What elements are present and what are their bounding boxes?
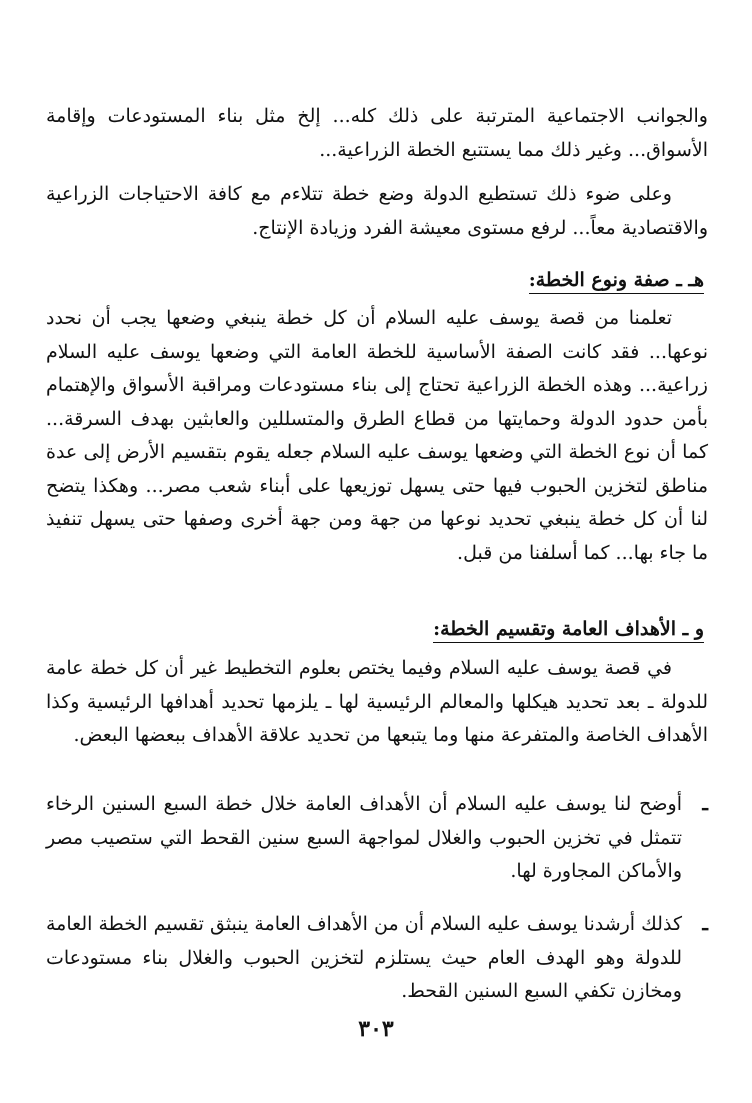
section-letter-w: و ـ [682,618,704,640]
bullet-dash: ـ [702,793,708,815]
bullet-item-plan-division [46,908,708,1009]
paragraph-general-goals: في قصة يوسف عليه السلام وفيما يختص بعلوم التخطيط غير أن كل خطة عامة للدولة ـ بعد تحديد هيكلها والمعالم الرئيسية لها ـ يلزمها تحديد أهدافها الرئيسية وكذا الأهداف الخاصة والمتفرعة منها وما يتبعها من تحديد علاقة الأهداف ببعضها البعض. [46,657,708,746]
paragraph-intro-continuation: والجوانب الاجتماعية المترتبة على ذلك كله... إلخ مثل بناء المستودعات وإقامة الأسواق... وغير ذلك مما يستتبع الخطة الزراعية... [46,105,708,161]
bullet-dash: ـ [702,913,708,935]
section-heading-plan-type [529,263,704,297]
section-letter-e: هـ ـ [676,269,704,291]
section-heading-plan-type-underline [529,269,704,294]
bullet-text-plan-division: كذلك أرشدنا يوسف عليه السلام أن من الأهداف العامة ينبثق تقسيم الخطة العامة للدولة وهو الهدف العام حيث يستلزم لتخزين الحبوب والغلال بناء مستودعات ومخازن تكفي السبع السنين القحط. [46,913,682,1002]
bullet-item-storage-goal [46,788,708,889]
section-heading-general-goals [433,612,704,646]
section-title-plan-type: صفة ونوع الخطة: [528,269,670,291]
section-title-general-goals: الأهداف العامة وتقسيم الخطة: [433,618,677,640]
page-number: ٣٠٣ [358,1016,394,1042]
section-heading-general-goals-underline [433,618,704,643]
paragraph-plan-type: تعلمنا من قصة يوسف عليه السلام أن كل خطة ينبغي وضعها يجب أن نحدد نوعها... فقد كانت الصفة الأساسية للخطة العامة التي وضعها يوسف عليه السلام زراعية... وهذه الخطة الزراعية تحتاج إلى بناء مستودعات ومراقبة الأسواق والإهتمام بأمن حدود الدولة وحمايتها من قطاع الطرق والمتسللين والعابثين بهدف السرقة... كما أن نوع الخطة التي وضعها يوسف عليه السلام جعله يقوم بتقسيم الأرض إلى عدة مناطق لتخزين الحبوب فيها حتى يسهل توزيعها على أبناء شعب مصر... وهكذا يتضح لنا أن كل خطة ينبغي تحديد نوعها من جهة ومن جهة أخرى وصفها حتى يسهل تنفيذ ما جاء بها... كما أسلفنا من قبل. [46,307,708,564]
paragraph-state-plan: وعلى ضوء ذلك تستطيع الدولة وضع خطة تتلاءم مع كافة الاحتياجات الزراعية والاقتصادية معاً... لرفع مستوى معيشة الفرد وزيادة الإنتاج. [46,183,708,239]
bullet-text-storage-goal: أوضح لنا يوسف عليه السلام أن الأهداف العامة خلال خطة السبع السنين الرخاء تتمثل في تخزين الحبوب والغلال لمواجهة السبع سنين القحط التي ستصيب مصر والأماكن المجاورة لها. [46,793,682,882]
